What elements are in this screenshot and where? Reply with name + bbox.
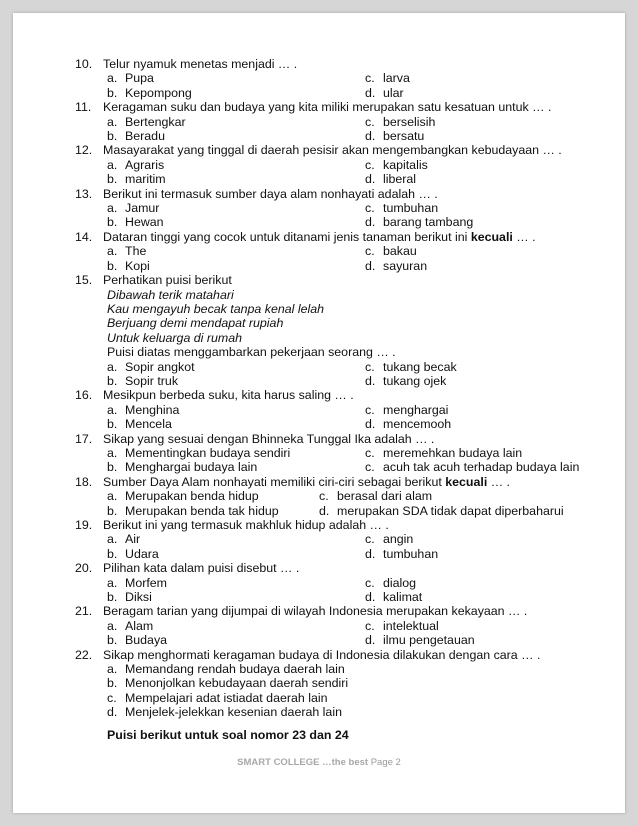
option-row	[75, 576, 615, 590]
poem-line: Berjuang demi mendapat rupiah	[107, 316, 284, 331]
option-row	[75, 504, 615, 518]
option-text: tukang becak	[383, 359, 457, 374]
option-row	[75, 446, 615, 460]
option-text: Menjelek-jelekkan kesenian daerah lain	[125, 705, 342, 720]
stem-emphasis: kecuali	[470, 229, 513, 244]
option-text: Agraris	[125, 157, 165, 172]
option-letter: b.	[107, 503, 118, 518]
option-text: Beradu	[125, 129, 165, 144]
option-letter: a.	[107, 157, 118, 172]
option-letter: d.	[365, 546, 376, 561]
question-stem: Masayarakat yang tinggal di daerah pesisir akan mengembangkan kebudayaan … .	[103, 143, 562, 158]
option-row	[75, 215, 615, 229]
question-stem: Sikap yang sesuai dengan Bhinneka Tunggal Ika adalah … .	[103, 431, 435, 446]
option-row	[75, 360, 615, 374]
question-16	[75, 388, 615, 402]
option-letter: a.	[107, 359, 118, 374]
option-letter: c.	[365, 460, 375, 475]
option-letter: a.	[107, 114, 118, 129]
option-letter: c.	[365, 157, 375, 172]
question-stem: Beragam tarian yang dijumpai di wilayah Indonesia merupakan kekayaan … .	[103, 604, 528, 619]
stem-text: Sumber Daya Alam nonhayati memiliki ciri-ciri sebagai berikut	[103, 474, 446, 489]
poem-line: Kau mengayuh becak tanpa kenal lelah	[107, 301, 324, 316]
section-note: Puisi berikut untuk soal nomor 23 dan 24	[107, 727, 349, 742]
option-letter: c.	[107, 690, 117, 705]
option-letter: c.	[365, 71, 375, 86]
option-letter: a.	[107, 489, 118, 504]
option-text: Memandang rendah budaya daerah lain	[125, 662, 345, 677]
option-text: Udara	[125, 546, 159, 561]
option-text: Menghina	[125, 402, 180, 417]
question-stem: Pilihan kata dalam puisi disebut … .	[103, 561, 300, 576]
option-text: Menonjolkan kebudayaan daerah sendiri	[125, 676, 349, 691]
poem-line: Untuk keluarga di rumah	[107, 330, 242, 345]
option-text: intelektual	[383, 618, 439, 633]
option-letter: b.	[107, 633, 118, 648]
option-text: bersatu	[383, 129, 425, 144]
option-row	[75, 532, 615, 546]
option-text: merupakan SDA tidak dapat diperbaharui	[337, 503, 564, 518]
option-text: Jamur	[125, 201, 160, 216]
stem-text: … .	[487, 474, 510, 489]
option-letter: a.	[107, 618, 118, 633]
option-row	[75, 374, 615, 388]
stem-text: Dataran tinggi yang cocok untuk ditanami jenis tanaman berikut ini	[103, 229, 471, 244]
question-number: 20.	[75, 561, 93, 576]
option-letter: b.	[107, 373, 118, 388]
option-row	[75, 158, 615, 172]
option-text: sayuran	[383, 258, 428, 273]
option-letter: b.	[107, 215, 118, 230]
question-15	[75, 273, 615, 287]
option-letter: a.	[107, 445, 118, 460]
option-letter: c.	[365, 114, 375, 129]
option-letter: d.	[365, 633, 376, 648]
question-20	[75, 561, 615, 575]
option-letter: d.	[365, 590, 376, 605]
option-row	[75, 201, 615, 215]
option-text: Merupakan benda tak hidup	[125, 503, 279, 518]
poem-line: Dibawah terik matahari	[107, 287, 234, 302]
question-stem	[103, 475, 615, 489]
option-row	[75, 115, 615, 129]
stem-emphasis: kecuali	[445, 474, 488, 489]
option-text: Alam	[125, 618, 154, 633]
option-text: berasal dari alam	[337, 489, 433, 504]
question-number: 11.	[75, 100, 92, 115]
option-row	[75, 590, 615, 604]
option-letter: b.	[107, 417, 118, 432]
option-text: Mempelajari adat istiadat daerah lain	[125, 690, 328, 705]
option-item	[75, 676, 615, 690]
option-letter: c.	[365, 618, 375, 633]
option-letter: c.	[365, 359, 375, 374]
option-text: Sopir angkot	[125, 359, 195, 374]
question-18	[75, 475, 615, 489]
option-text: meremehkan budaya lain	[383, 445, 523, 460]
option-row	[75, 71, 615, 85]
question-number: 21.	[75, 604, 93, 619]
option-letter: b.	[107, 590, 118, 605]
option-row	[75, 129, 615, 143]
option-letter: a.	[107, 532, 118, 547]
option-text: Merupakan benda hidup	[125, 489, 259, 504]
footer-brand: SMART COLLEGE …the best	[237, 757, 369, 768]
option-text: ular	[383, 85, 404, 100]
option-row	[75, 86, 615, 100]
question-21	[75, 604, 615, 618]
option-text: Mementingkan budaya sendiri	[125, 445, 291, 460]
option-row	[75, 489, 615, 503]
question-13	[75, 187, 615, 201]
page-footer	[0, 757, 638, 768]
option-row	[75, 403, 615, 417]
option-row	[75, 417, 615, 431]
option-item	[75, 662, 615, 676]
option-letter: c.	[365, 201, 375, 216]
option-text: menghargai	[383, 402, 449, 417]
option-text: tumbuhan	[383, 201, 439, 216]
question-number: 16.	[75, 388, 93, 403]
question-stem: Perhatikan puisi berikut	[103, 273, 232, 288]
option-letter: b.	[107, 258, 118, 273]
option-row	[75, 633, 615, 647]
option-text: berselisih	[383, 114, 436, 129]
question-11	[75, 100, 615, 114]
option-text: bakau	[383, 244, 417, 259]
option-row	[75, 460, 615, 474]
option-letter: a.	[107, 402, 118, 417]
option-letter: b.	[107, 676, 118, 691]
option-letter: d.	[365, 129, 376, 144]
option-text: angin	[383, 532, 414, 547]
stem-text: … .	[512, 229, 536, 244]
question-stem: Berikut ini termasuk sumber daya alam nonhayati adalah … .	[103, 186, 438, 201]
question-number: 13.	[75, 186, 93, 201]
question-stem: Mesikpun berbeda suku, kita harus saling … .	[103, 388, 354, 403]
option-letter: d.	[365, 258, 376, 273]
question-22	[75, 648, 615, 662]
question-number: 22.	[75, 647, 93, 662]
question-stem: Telur nyamuk menetas menjadi … .	[103, 57, 298, 71]
option-text: Bertengkar	[125, 114, 186, 129]
question-prompt: Puisi diatas menggambarkan pekerjaan seorang … .	[107, 345, 396, 360]
option-row	[75, 172, 615, 186]
option-letter: b.	[107, 546, 118, 561]
option-letter: c.	[365, 402, 375, 417]
option-letter: c.	[365, 575, 375, 590]
option-letter: c.	[365, 532, 375, 547]
option-letter: c.	[365, 445, 375, 460]
option-letter: b.	[107, 85, 118, 100]
option-letter: d.	[319, 503, 330, 518]
option-text: liberal	[383, 172, 417, 187]
option-text: Menghargai budaya lain	[125, 460, 258, 475]
question-10	[75, 57, 615, 71]
question-number: 14.	[75, 229, 93, 244]
option-row	[75, 547, 615, 561]
question-12	[75, 143, 615, 157]
footer-page-number: Page 2	[370, 757, 401, 768]
option-row	[75, 244, 615, 258]
question-19	[75, 518, 615, 532]
option-text: ilmu pengetauan	[383, 633, 475, 648]
option-letter: d.	[107, 705, 118, 720]
option-text: The	[125, 244, 147, 259]
option-text: Morfem	[125, 575, 167, 590]
option-text: Mencela	[125, 417, 172, 432]
option-text: Budaya	[125, 633, 168, 648]
option-item	[75, 691, 615, 705]
option-text: dialog	[383, 575, 417, 590]
option-letter: a.	[107, 575, 118, 590]
option-text: tumbuhan	[383, 546, 439, 561]
question-stem: Keragaman suku dan budaya yang kita miliki merupakan satu kesatuan untuk … .	[103, 100, 552, 115]
question-number: 18.	[75, 474, 93, 489]
option-letter: c.	[365, 244, 375, 259]
option-letter: b.	[107, 460, 118, 475]
option-letter: b.	[107, 129, 118, 144]
question-number: 10.	[75, 57, 93, 71]
question-number: 19.	[75, 518, 93, 532]
option-letter: a.	[107, 662, 118, 677]
option-row	[75, 259, 615, 273]
option-text: Pupa	[125, 71, 154, 86]
question-17	[75, 432, 615, 446]
option-letter: d.	[365, 172, 376, 187]
option-text: kalimat	[383, 590, 423, 605]
option-text: Hewan	[125, 215, 164, 230]
option-text: Kepompong	[125, 85, 192, 100]
question-number: 15.	[75, 273, 93, 288]
option-text: Kopi	[125, 258, 150, 273]
option-text: barang tambang	[383, 215, 474, 230]
option-text: acuh tak acuh terhadap budaya lain	[383, 460, 580, 475]
question-stem: Berikut ini yang termasuk makhluk hidup adalah … .	[103, 518, 389, 532]
option-letter: b.	[107, 172, 118, 187]
option-letter: a.	[107, 71, 118, 86]
option-letter: a.	[107, 244, 118, 259]
option-item	[75, 705, 615, 719]
question-stem	[103, 230, 615, 244]
question-list	[75, 57, 615, 742]
option-row	[75, 619, 615, 633]
option-text: tukang ojek	[383, 373, 447, 388]
option-letter: d.	[365, 417, 376, 432]
option-text: maritim	[125, 172, 166, 187]
question-number: 17.	[75, 431, 93, 446]
option-text: Sopir truk	[125, 373, 179, 388]
option-letter: d.	[365, 215, 376, 230]
document-page	[13, 13, 625, 813]
option-text: Air	[125, 532, 141, 547]
option-text: kapitalis	[383, 157, 428, 172]
question-number: 12.	[75, 143, 93, 158]
question-stem: Sikap menghormati keragaman budaya di Indonesia dilakukan dengan cara … .	[103, 647, 541, 662]
option-text: Diksi	[125, 590, 152, 605]
question-14	[75, 230, 615, 244]
option-letter: d.	[365, 373, 376, 388]
option-letter: d.	[365, 85, 376, 100]
option-letter: a.	[107, 201, 118, 216]
option-text: mencemooh	[383, 417, 452, 432]
option-letter: c.	[319, 489, 329, 504]
option-text: larva	[383, 71, 410, 86]
